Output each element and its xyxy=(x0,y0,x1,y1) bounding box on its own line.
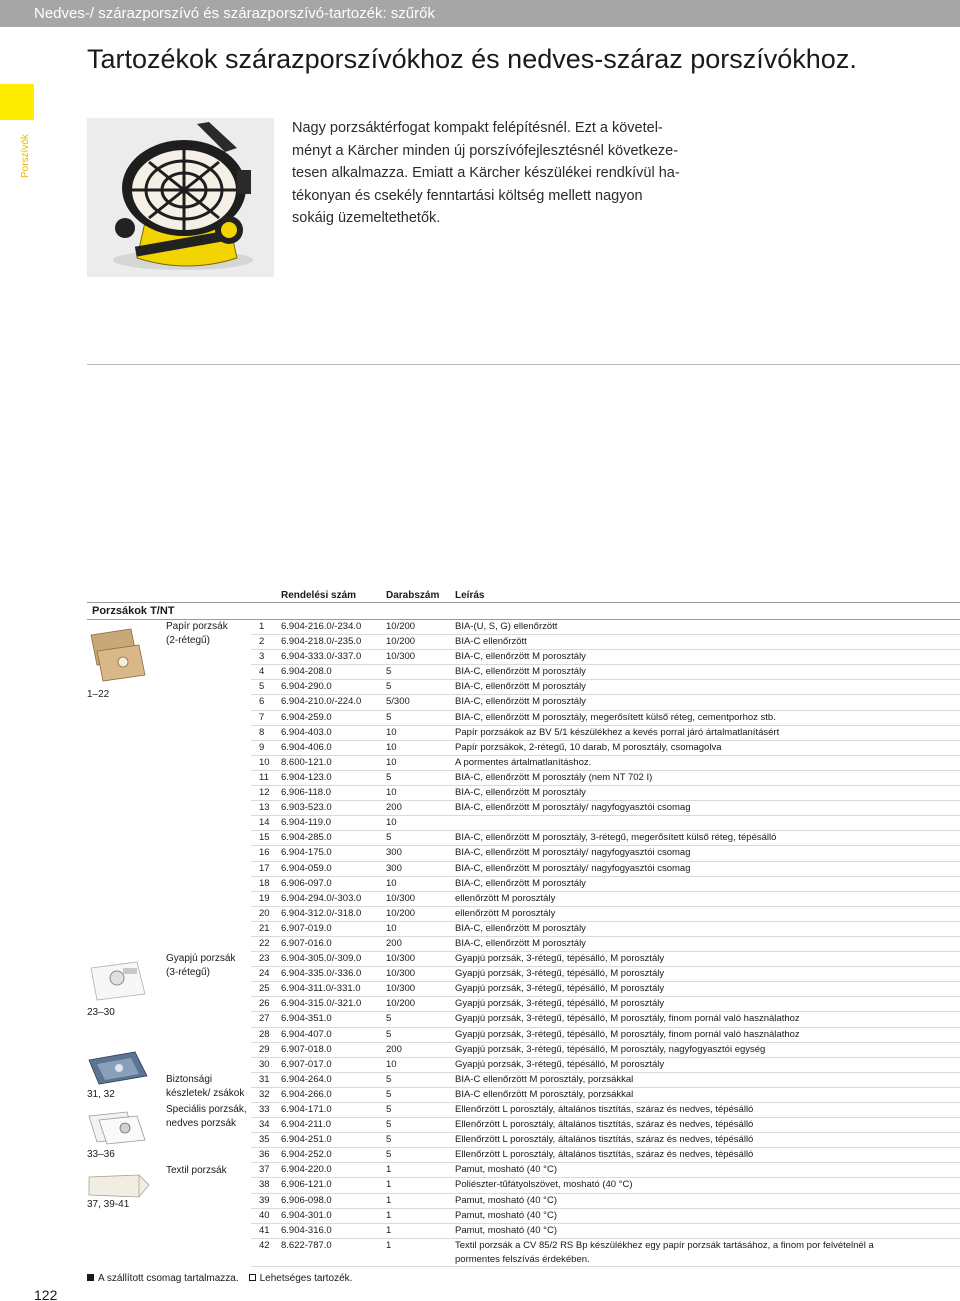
table-row xyxy=(251,1224,960,1239)
group-label-line: (2-rétegű) xyxy=(166,635,210,646)
group-label-line: Papír porzsák xyxy=(166,621,228,632)
description: Gyapjú porzsák, 3-rétegű, tépésálló, M porosztály xyxy=(455,968,665,980)
order-number: 6.904-264.0 xyxy=(281,1073,332,1085)
order-number: 6.904-211.0 xyxy=(281,1119,332,1131)
row-number: 28 xyxy=(259,1028,270,1040)
quantity: 200 xyxy=(386,937,402,949)
order-number: 6.904-119.0 xyxy=(281,817,332,829)
row-number: 13 xyxy=(259,802,270,814)
quantity: 1 xyxy=(386,1224,392,1236)
row-number: 38 xyxy=(259,1179,270,1191)
order-number: 6.904-406.0 xyxy=(281,741,332,753)
group-label-line: Speciális porzsák, xyxy=(166,1104,247,1115)
special-bags-thumbnail xyxy=(87,1110,149,1151)
order-number: 6.904-290.0 xyxy=(281,681,332,693)
table-row xyxy=(251,816,960,831)
column-header-description: Leírás xyxy=(455,590,485,601)
table-header-rule xyxy=(87,602,960,603)
row-number: 40 xyxy=(259,1209,270,1221)
description: Ellenőrzött L porosztály, általános tisztítás, száraz és nedves, tépésálló xyxy=(455,1149,754,1161)
quantity: 5 xyxy=(386,1013,392,1025)
quantity: 5 xyxy=(386,1104,392,1115)
row-number: 11 xyxy=(259,771,269,783)
fleece-bags-thumbnail xyxy=(87,960,149,1007)
group-label-line: Biztonsági xyxy=(166,1074,213,1085)
description: BIA-C, ellenőrzött M porosztály/ nagyfogyasztói csomag xyxy=(455,862,691,874)
row-number: 20 xyxy=(259,907,270,919)
order-number: 6.906-118.0 xyxy=(281,787,332,799)
description: BIA-C ellenőrzött xyxy=(455,636,527,648)
order-number: 6.904-351.0 xyxy=(281,1013,332,1025)
table-row xyxy=(251,771,960,786)
table-row xyxy=(251,922,960,937)
description: BIA-C, ellenőrzött M porosztály xyxy=(455,696,586,708)
table-row xyxy=(251,967,960,982)
row-number: 4 xyxy=(259,666,265,678)
quantity: 10 xyxy=(386,726,397,738)
row-number: 17 xyxy=(259,862,270,874)
order-number: 6.907-019.0 xyxy=(281,922,332,934)
group-label-line: nedves porzsák xyxy=(166,1118,237,1129)
order-number: 6.904-311.0/-331.0 xyxy=(281,983,361,995)
order-number: 8.622-787.0 xyxy=(281,1239,332,1251)
quantity: 10/300 xyxy=(386,651,416,663)
description: BIA-C, ellenőrzött M porosztály xyxy=(455,681,586,693)
intro-line: tesen alkalmazza. Emiatt a Kärcher készülékei rendkívül ha- xyxy=(292,165,680,181)
order-number: 8.600-121.0 xyxy=(281,756,332,768)
table-row xyxy=(251,1163,960,1178)
row-number: 24 xyxy=(259,968,270,980)
group-label-special xyxy=(166,1103,247,1131)
description: ellenőrzött M porosztály xyxy=(455,892,556,904)
safety-bag-image xyxy=(87,1048,149,1086)
row-number: 23 xyxy=(259,953,270,965)
row-number: 6 xyxy=(259,696,265,708)
table-section-title: Porzsákok T/NT xyxy=(92,605,175,617)
order-number: 6.904-175.0 xyxy=(281,847,332,859)
breadcrumb: Nedves-/ szárazporszívó és szárazporszívó-tartozék: szűrők xyxy=(34,5,435,22)
paper-bags-thumbnail xyxy=(87,625,147,688)
row-number: 41 xyxy=(259,1224,270,1236)
quantity: 10/200 xyxy=(386,998,416,1010)
quantity: 5 xyxy=(386,1149,392,1161)
quantity: 5/300 xyxy=(386,696,410,708)
order-number: 6.904-210.0/-224.0 xyxy=(281,696,362,708)
order-number: 6.904-315.0/-321.0 xyxy=(281,998,362,1010)
description: Gyapjú porzsák, 3-rétegű, tépésálló, M porosztály xyxy=(455,1058,665,1070)
description: Gyapjú porzsák, 3-rétegű, tépésálló, M porosztály, nagyfogyasztói egység xyxy=(455,1043,766,1055)
table-row xyxy=(251,1028,960,1043)
description: Gyapjú porzsák, 3-rétegű, tépésálló, M porosztály xyxy=(455,983,665,995)
quantity: 10/200 xyxy=(386,621,416,632)
table-row xyxy=(251,650,960,665)
row-number: 32 xyxy=(259,1088,270,1100)
quantity: 5 xyxy=(386,1134,392,1146)
order-number: 6.904-285.0 xyxy=(281,832,332,844)
row-number: 22 xyxy=(259,937,270,949)
empty-square-icon xyxy=(249,1274,256,1281)
group-label-fleece xyxy=(166,952,235,980)
legend-included: A szállított csomag tartalmazza. xyxy=(98,1273,239,1284)
row-number: 37 xyxy=(259,1164,270,1176)
order-number: 6.904-335.0/-336.0 xyxy=(281,968,362,980)
quantity: 5 xyxy=(386,1028,392,1040)
range-label: 37, 39-41 xyxy=(87,1199,130,1210)
order-number: 6.904-305.0/-309.0 xyxy=(281,953,362,965)
page-number: 122 xyxy=(34,1287,58,1301)
quantity: 10 xyxy=(386,787,397,799)
description: BIA-C ellenőrzött M porosztály, porzsákkal xyxy=(455,1073,634,1085)
quantity: 5 xyxy=(386,1073,392,1085)
group-label-line: készletek/ zsákok xyxy=(166,1088,245,1099)
section-tab-marker xyxy=(0,84,34,120)
group-label-paper xyxy=(166,620,228,648)
group-label-safety xyxy=(166,1073,244,1101)
description: BIA-C, ellenőrzött M porosztály/ nagyfogyasztói csomag xyxy=(455,847,691,859)
column-header-order-number: Rendelési szám xyxy=(281,590,357,601)
quantity: 10 xyxy=(386,922,397,934)
table-row xyxy=(251,1148,960,1163)
order-number: 6.904-403.0 xyxy=(281,726,332,738)
range-label: 1–22 xyxy=(87,689,110,700)
table-row xyxy=(251,892,960,907)
group-label-textile xyxy=(166,1164,227,1178)
row-number: 14 xyxy=(259,817,270,829)
quantity: 200 xyxy=(386,1043,402,1055)
description: Ellenőrzött L porosztály, általános tisztítás, száraz és nedves, tépésálló xyxy=(455,1119,754,1131)
description: BIA-(U, S, G) ellenőrzött xyxy=(455,621,558,632)
table-row xyxy=(251,726,960,741)
quantity: 5 xyxy=(386,832,392,844)
quantity: 10 xyxy=(386,741,397,753)
description: BIA-C, ellenőrzött M porosztály xyxy=(455,787,586,799)
quantity: 5 xyxy=(386,1088,392,1100)
row-number: 18 xyxy=(259,877,270,889)
table-row xyxy=(251,1209,960,1224)
table-row xyxy=(251,1178,960,1193)
quantity: 5 xyxy=(386,666,392,678)
table-row xyxy=(251,1103,960,1118)
quantity: 10/300 xyxy=(386,892,416,904)
table-row xyxy=(251,846,960,861)
intro-line: tékonyan és csekély fenntartási költség mellett nagyon xyxy=(292,187,643,204)
quantity: 10/300 xyxy=(386,983,416,995)
description: Gyapjú porzsák, 3-rétegű, tépésálló, M porosztály xyxy=(455,998,665,1010)
quantity: 5 xyxy=(386,1119,392,1131)
quantity: 1 xyxy=(386,1239,392,1251)
table-row xyxy=(251,982,960,997)
textile-bag-image xyxy=(87,1173,151,1199)
table-row xyxy=(251,711,960,726)
description: Textil porzsák a CV 85/2 RS Bp készülékhez egy papír porzsák tartásához, a finom por felvételnél a pormentes felszívás érdekében. xyxy=(455,1239,874,1265)
special-bag-image xyxy=(87,1110,149,1146)
table-row xyxy=(251,635,960,650)
quantity: 5 xyxy=(386,711,392,723)
breadcrumb-bar xyxy=(0,0,960,27)
table-row xyxy=(251,756,960,771)
row-number: 25 xyxy=(259,983,270,995)
order-number: 6.907-016.0 xyxy=(281,937,332,949)
range-label: 31, 32 xyxy=(87,1089,115,1100)
order-number: 6.904-208.0 xyxy=(281,666,332,678)
description: Pamut, mosható (40 °C) xyxy=(455,1194,558,1206)
description: BIA-C, ellenőrzött M porosztály, 3-rétegű, megerősített külső réteg, tépésálló xyxy=(455,832,777,844)
legend-optional: Lehetséges tartozék. xyxy=(259,1273,353,1284)
table-row xyxy=(251,801,960,816)
quantity: 10/200 xyxy=(386,636,416,648)
order-number: 6.906-121.0 xyxy=(281,1179,332,1191)
product-table xyxy=(251,620,960,1267)
order-number: 6.904-171.0 xyxy=(281,1104,332,1115)
table-row xyxy=(251,1012,960,1027)
paper-bag-image xyxy=(87,625,147,683)
description: Gyapjú porzsák, 3-rétegű, tépésálló, M porosztály, finom pornál való használathoz xyxy=(455,1013,800,1025)
quantity: 1 xyxy=(386,1194,392,1206)
row-number: 5 xyxy=(259,681,265,693)
row-number: 16 xyxy=(259,847,270,859)
description: BIA-C, ellenőrzött M porosztály (nem NT 702 I) xyxy=(455,771,653,783)
table-row xyxy=(251,1118,960,1133)
column-header-quantity: Darabszám xyxy=(386,590,440,601)
order-number: 6.907-018.0 xyxy=(281,1043,332,1055)
description: BIA-C, ellenőrzött M porosztály xyxy=(455,666,586,678)
page-title: Tartozékok szárazporszívókhoz és nedves-száraz porszívókhoz. xyxy=(87,44,857,74)
description: BIA-C, ellenőrzött M porosztály, megerősített külső réteg, cementporhoz stb. xyxy=(455,711,776,723)
description: Ellenőrzött L porosztály, általános tisztítás, száraz és nedves, tépésálló xyxy=(455,1104,754,1115)
row-number: 10 xyxy=(259,756,270,768)
row-number: 21 xyxy=(259,922,270,934)
row-number: 26 xyxy=(259,998,270,1010)
description: Papír porzsákok, 2-rétegű, 10 darab, M porosztály, csomagolva xyxy=(455,741,722,753)
description: ellenőrzött M porosztály xyxy=(455,907,556,919)
order-number: 6.904-059.0 xyxy=(281,862,332,874)
description: BIA-C, ellenőrzött M porosztály xyxy=(455,922,586,934)
description: Gyapjú porzsák, 3-rétegű, tépésálló, M porosztály xyxy=(455,953,665,965)
row-number: 15 xyxy=(259,832,270,844)
quantity: 1 xyxy=(386,1209,392,1221)
quantity: 1 xyxy=(386,1179,392,1191)
quantity: 10 xyxy=(386,817,397,829)
order-number: 6.904-316.0 xyxy=(281,1224,332,1236)
table-row xyxy=(251,877,960,892)
group-label-line: Gyapjú porzsák xyxy=(166,953,236,964)
description: BIA-C, ellenőrzött M porosztály/ nagyfogyasztói csomag xyxy=(455,802,691,814)
legend-footnote xyxy=(87,1273,352,1284)
table-row xyxy=(251,952,960,967)
group-label-line: Textil porzsák xyxy=(166,1165,227,1176)
quantity: 5 xyxy=(386,681,392,693)
row-number: 31 xyxy=(259,1073,270,1085)
order-number: 6.904-259.0 xyxy=(281,711,332,723)
description: Ellenőrzött L porosztály, általános tisztítás, száraz és nedves, tépésálló xyxy=(455,1134,754,1146)
row-number: 30 xyxy=(259,1058,270,1070)
description: Pamut, mosható (40 °C) xyxy=(455,1209,558,1221)
row-number: 34 xyxy=(259,1119,270,1131)
table-row xyxy=(251,695,960,710)
order-number: 6.904-312.0/-318.0 xyxy=(281,907,362,919)
table-row xyxy=(251,1088,960,1103)
intro-line: Nagy porzsáktérfogat kompakt felépítésnél. Ezt a követel- xyxy=(292,120,663,136)
order-number: 6.904-123.0 xyxy=(281,771,332,783)
fleece-bag-image xyxy=(87,960,149,1002)
table-row xyxy=(251,680,960,695)
description: Gyapjú porzsák, 3-rétegű, tépésálló, M porosztály, finom pornál való használathoz xyxy=(455,1028,800,1040)
vacuum-illustration xyxy=(87,118,274,277)
row-number: 9 xyxy=(259,741,265,753)
table-row xyxy=(251,862,960,877)
quantity: 300 xyxy=(386,862,402,874)
row-number: 33 xyxy=(259,1104,270,1115)
row-number: 12 xyxy=(259,787,270,799)
quantity: 10/200 xyxy=(386,907,416,919)
order-number: 6.904-266.0 xyxy=(281,1088,332,1100)
range-label: 33–36 xyxy=(87,1149,115,1160)
row-number: 8 xyxy=(259,726,265,738)
description: Pamut, mosható (40 °C) xyxy=(455,1164,558,1176)
quantity: 10 xyxy=(386,756,397,768)
side-section-label: Porszívók xyxy=(20,134,31,178)
quantity: 1 xyxy=(386,1164,392,1176)
row-number: 3 xyxy=(259,651,265,663)
intro-text xyxy=(292,117,692,230)
description: Poliészter-tűfátyolszövet, mosható (40 °C) xyxy=(455,1179,633,1191)
description: BIA-C, ellenőrzött M porosztály xyxy=(455,651,586,663)
row-number: 19 xyxy=(259,892,270,904)
row-number: 35 xyxy=(259,1134,270,1146)
table-row xyxy=(251,620,960,635)
quantity: 5 xyxy=(386,771,392,783)
row-number: 1 xyxy=(259,621,265,632)
quantity: 200 xyxy=(386,802,402,814)
description: BIA-C, ellenőrzött M porosztály xyxy=(455,877,586,889)
quantity: 10 xyxy=(386,877,397,889)
order-number: 6.904-294.0/-303.0 xyxy=(281,892,362,904)
section-divider xyxy=(87,364,960,365)
quantity: 10/300 xyxy=(386,953,416,965)
row-number: 27 xyxy=(259,1013,270,1025)
table-row xyxy=(251,831,960,846)
table-row xyxy=(251,1133,960,1148)
row-number: 2 xyxy=(259,636,265,648)
order-number: 6.904-220.0 xyxy=(281,1164,332,1176)
order-number: 6.904-333.0/-337.0 xyxy=(281,651,362,663)
order-number: 6.904-251.0 xyxy=(281,1134,332,1146)
group-label-line: (3-rétegű) xyxy=(166,967,210,978)
order-number: 6.906-098.0 xyxy=(281,1194,332,1206)
quantity: 10 xyxy=(386,1058,397,1070)
table-row xyxy=(251,997,960,1012)
table-row xyxy=(251,937,960,952)
row-number: 39 xyxy=(259,1194,270,1206)
quantity: 300 xyxy=(386,847,402,859)
order-number: 6.906-097.0 xyxy=(281,877,332,889)
row-number: 7 xyxy=(259,711,265,723)
order-number: 6.904-216.0/-234.0 xyxy=(281,621,362,632)
order-number: 6.903-523.0 xyxy=(281,802,332,814)
order-number: 6.907-017.0 xyxy=(281,1058,332,1070)
table-row xyxy=(251,1239,960,1267)
table-row xyxy=(251,1073,960,1088)
order-number: 6.904-407.0 xyxy=(281,1028,332,1040)
table-row xyxy=(251,1043,960,1058)
description: A pormentes ártalmatlanításhoz. xyxy=(455,756,592,768)
vacuum-product-image xyxy=(87,118,274,277)
order-number: 6.904-252.0 xyxy=(281,1149,332,1161)
intro-line: sokáig üzemeltethetők. xyxy=(292,210,441,226)
filled-square-icon xyxy=(87,1274,94,1281)
description: Pamut, mosható (40 °C) xyxy=(455,1224,558,1236)
safety-bags-thumbnail xyxy=(87,1048,149,1091)
quantity: 10/300 xyxy=(386,968,416,980)
order-number: 6.904-301.0 xyxy=(281,1209,332,1221)
description: Papír porzsákok az BV 5/1 készülékhez a kevés porral járó ártalmatlanításért xyxy=(455,726,780,738)
table-row xyxy=(251,1194,960,1209)
table-row xyxy=(251,1058,960,1073)
table-row xyxy=(251,786,960,801)
table-row xyxy=(251,665,960,680)
intro-line: ményt a Kärcher minden új porszívófejlesztésnél következe- xyxy=(292,142,679,159)
description: BIA-C, ellenőrzött M porosztály xyxy=(455,937,586,949)
description: BIA-C ellenőrzött M porosztály, porzsákkal xyxy=(455,1088,634,1100)
row-number: 42 xyxy=(259,1239,270,1251)
row-number: 36 xyxy=(259,1149,270,1161)
table-row xyxy=(251,741,960,756)
order-number: 6.904-218.0/-235.0 xyxy=(281,636,362,648)
range-label: 23–30 xyxy=(87,1007,115,1018)
table-row xyxy=(251,907,960,922)
row-number: 29 xyxy=(259,1043,270,1055)
